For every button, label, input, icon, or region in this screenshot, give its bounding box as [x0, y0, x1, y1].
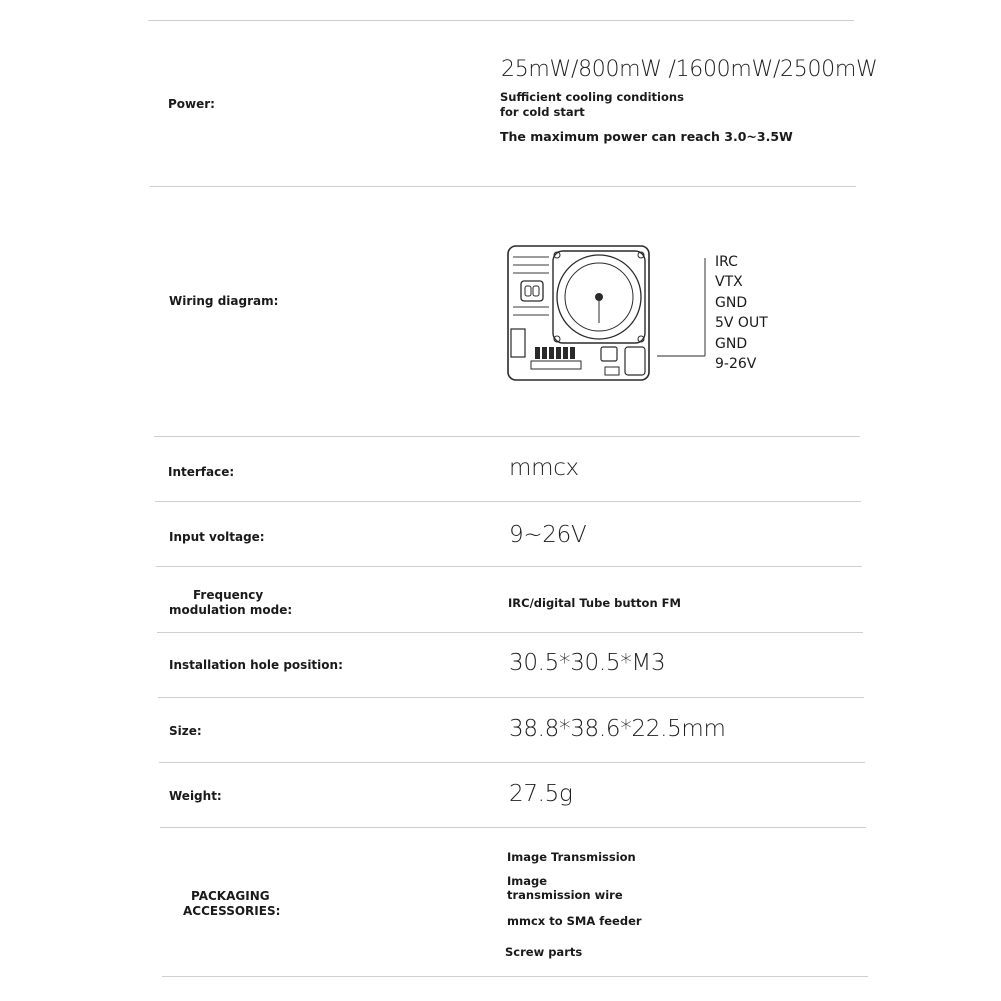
weight-value: 27.5g [509, 781, 573, 807]
wiring-pin: VTX [715, 274, 743, 291]
divider [156, 566, 862, 567]
power-note-line1: Sufficient cooling conditions [500, 90, 684, 104]
divider [148, 20, 854, 21]
divider [150, 186, 856, 187]
wiring-pin: 5V OUT [715, 315, 768, 332]
size-value: 38.8*38.6*22.5mm [509, 716, 726, 742]
divider [155, 501, 861, 502]
packaging-label-line1: PACKAGING [191, 889, 270, 903]
wiring-pin: IRC [715, 254, 738, 270]
frequency-label-line2: modulation mode: [169, 603, 293, 617]
wiring-bracket [655, 252, 715, 382]
divider [158, 697, 864, 698]
frequency-label-line1: Frequency [193, 588, 264, 602]
frequency-value: IRC/digital Tube button FM [508, 596, 681, 610]
packaging-label-line2: ACCESSORIES: [183, 904, 281, 918]
power-label: Power: [168, 97, 215, 111]
wiring-pin-list [715, 252, 768, 374]
input-voltage-label: Input voltage: [169, 530, 265, 544]
divider [162, 976, 868, 977]
power-note-line2: for cold start [500, 105, 585, 119]
power-max-note: The maximum power can reach 3.0~3.5W [500, 129, 793, 144]
size-label: Size: [169, 724, 202, 738]
vtx-board-illustration [505, 243, 655, 383]
packaging-item: Image [507, 874, 548, 888]
power-value: 25mW/800mW /1600mW/2500mW [501, 57, 878, 82]
packaging-item: Screw parts [505, 945, 583, 959]
weight-label: Weight: [169, 789, 222, 803]
input-voltage-value: 9~26V [509, 522, 587, 548]
wiring-pin: GND [715, 335, 748, 352]
packaging-item: transmission wire [507, 888, 623, 902]
interface-label: Interface: [168, 465, 235, 479]
wiring-pin: GND [715, 294, 748, 311]
divider [157, 632, 863, 633]
installation-value: 30.5*30.5*M3 [509, 650, 666, 676]
installation-label: Installation hole position: [169, 658, 343, 672]
wiring-label: Wiring diagram: [169, 294, 279, 308]
divider [159, 762, 865, 763]
interface-value: mmcx [509, 455, 579, 481]
divider [154, 436, 860, 437]
packaging-item: mmcx to SMA feeder [507, 914, 642, 928]
wiring-pin: 9-26V [715, 356, 757, 373]
divider [160, 827, 866, 828]
packaging-item: Image Transmission [507, 850, 636, 864]
